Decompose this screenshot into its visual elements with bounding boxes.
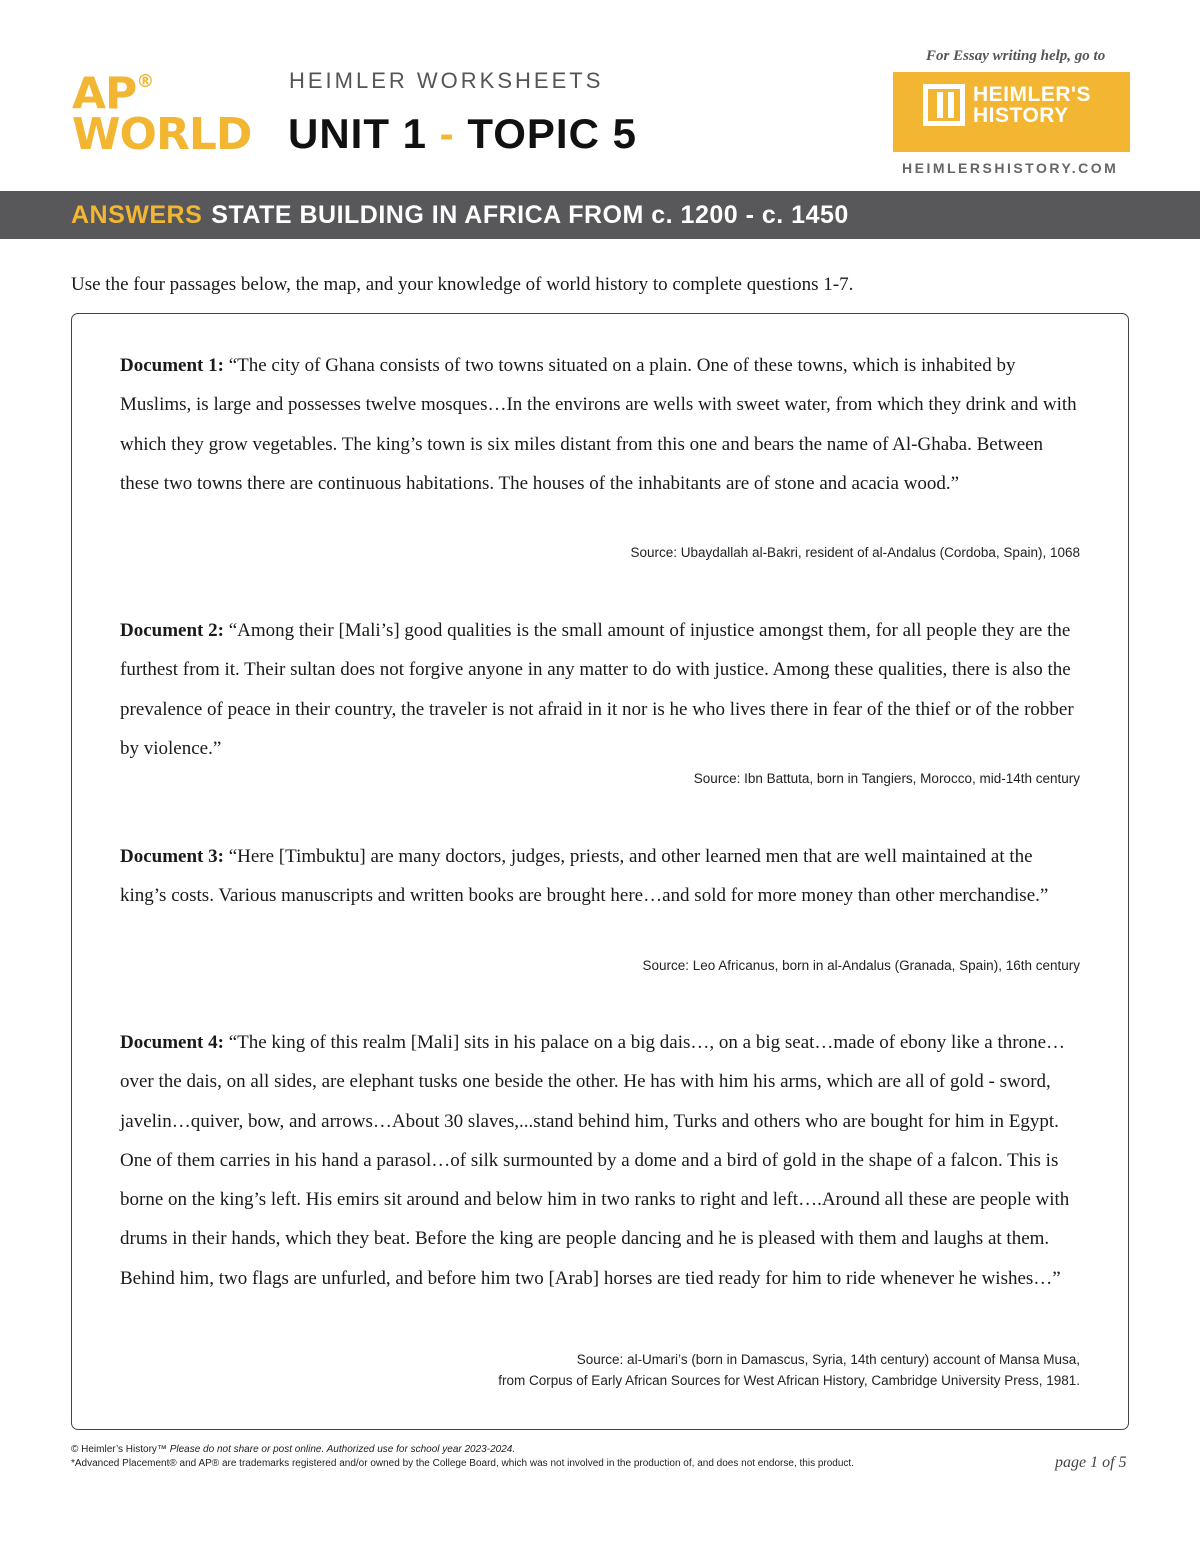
document-label: Document 3:	[120, 846, 224, 867]
copyright: © Heimler’s History™	[71, 1444, 167, 1455]
logo-ap-text: AP	[72, 68, 137, 120]
brand-subtitle: HEIMLER WORKSHEETS	[289, 68, 604, 93]
section-banner	[0, 191, 1200, 239]
title-dash: -	[427, 110, 468, 157]
logo-world-text: WORLD	[72, 108, 252, 160]
page-title	[288, 110, 637, 158]
document-text: “Here [Timbuktu] are many doctors, judges, priests, and other learned men that are well maintained at the king’s costs. Various manuscripts and written books are brought here…and sold for more money than other merchandise.”	[120, 846, 1049, 907]
ap-world-logo	[72, 68, 282, 160]
usage-notice: Please do not share or post online. Authorized use for school year 2023-2024.	[169, 1444, 516, 1455]
document-text: “The king of this realm [Mali] sits in his palace on a big dais…, on a big seat…made of ebony like a throne…over the dais, on all sides, are elephant tusks one beside the other. He has with him his arms, which are all of gold - sword, javelin…quiver, bow, and arrows…About 30 slaves,...stand behind him, Turks and others who are bought for him in Egypt. One of them carries in his hand a parasol…of silk surmounted by a dome and a bird of gold in the shape of a falcon. This is borne on the king’s left. His emirs sit around and below him in two ranks to right and left….Around all these are people with drums in their hands, which they beat. Before the king are people dancing and he is pleased with them and laughs at them. Behind him, two flags are unfurled, and before him two [Arab] horses are tied ready for him to ride whenever he wishes…”	[120, 1032, 1070, 1289]
unit-label: UNIT 1	[288, 110, 428, 157]
essay-help-text: For Essay writing help, go to	[926, 48, 1106, 64]
banner-title: STATE BUILDING IN AFRICA FROM c. 1200 - c. 1450	[211, 201, 849, 229]
document-4	[120, 1023, 1080, 1298]
document-label: Document 4:	[120, 1032, 224, 1053]
heimlers-history-logo[interactable]	[893, 72, 1130, 152]
document-1-source: Source: Ubaydallah al-Bakri, resident of al-Andalus (Cordoba, Spain), 1068	[630, 545, 1080, 560]
hh-logo-text: HEIMLER'S HISTORY	[973, 83, 1092, 127]
footer	[71, 1443, 854, 1471]
instructions: Use the four passages below, the map, and your knowledge of world history to complete questions 1-7.	[71, 274, 854, 295]
document-2-source: Source: Ibn Battuta, born in Tangiers, Morocco, mid-14th century	[693, 771, 1080, 786]
trademark-notice: *Advanced Placement® and AP® are trademarks registered and/or owned by the College Board, which was not involved in the production of, and does not endorse, this product.	[71, 1458, 854, 1469]
document-text: “Among their [Mali’s] good qualities is the small amount of injustice amongst them, for all people they are the furthest from it. Their sultan does not forgive anyone in any matter to do with justice. Among these qualities, there is also the prevalence of peace in their country, the traveler is not afraid in it nor is he who lives there in fear of the thief or of the robber by violence.”	[120, 620, 1074, 759]
document-3	[120, 837, 1080, 916]
document-3-source: Source: Leo Africanus, born in al-Andalus (Granada, Spain), 16th century	[642, 958, 1080, 973]
document-1	[120, 346, 1080, 503]
hh-logo-icon	[923, 84, 965, 126]
document-label: Document 1:	[120, 355, 224, 376]
document-label: Document 2:	[120, 620, 224, 641]
page-number: page 1 of 5	[1055, 1454, 1127, 1471]
document-text: “The city of Ghana consists of two towns situated on a plain. One of these towns, which is inhabited by Muslims, is large and possesses twelve mosques…In the environs are wells with sweet water, from which they drink and with which they grow vegetables. The king’s town is six miles distant from this one and bears the name of Al-Ghaba. Between these two towns there are continuous habitations. The houses of the inhabitants are of stone and acacia wood.”	[120, 355, 1077, 494]
answers-label: ANSWERS	[71, 201, 203, 229]
website-link[interactable]: HEIMLERSHISTORY.COM	[902, 160, 1119, 176]
document-2	[120, 611, 1080, 768]
logo-reg-mark: ®	[136, 71, 154, 92]
document-4-source: Source: al-Umari’s (born in Damascus, Syria, 14th century) account of Mansa Musa, from Corpus of Early African Sources for West African History, Cambridge University Press, 1981.	[498, 1352, 1080, 1388]
topic-label: TOPIC 5	[467, 110, 637, 157]
